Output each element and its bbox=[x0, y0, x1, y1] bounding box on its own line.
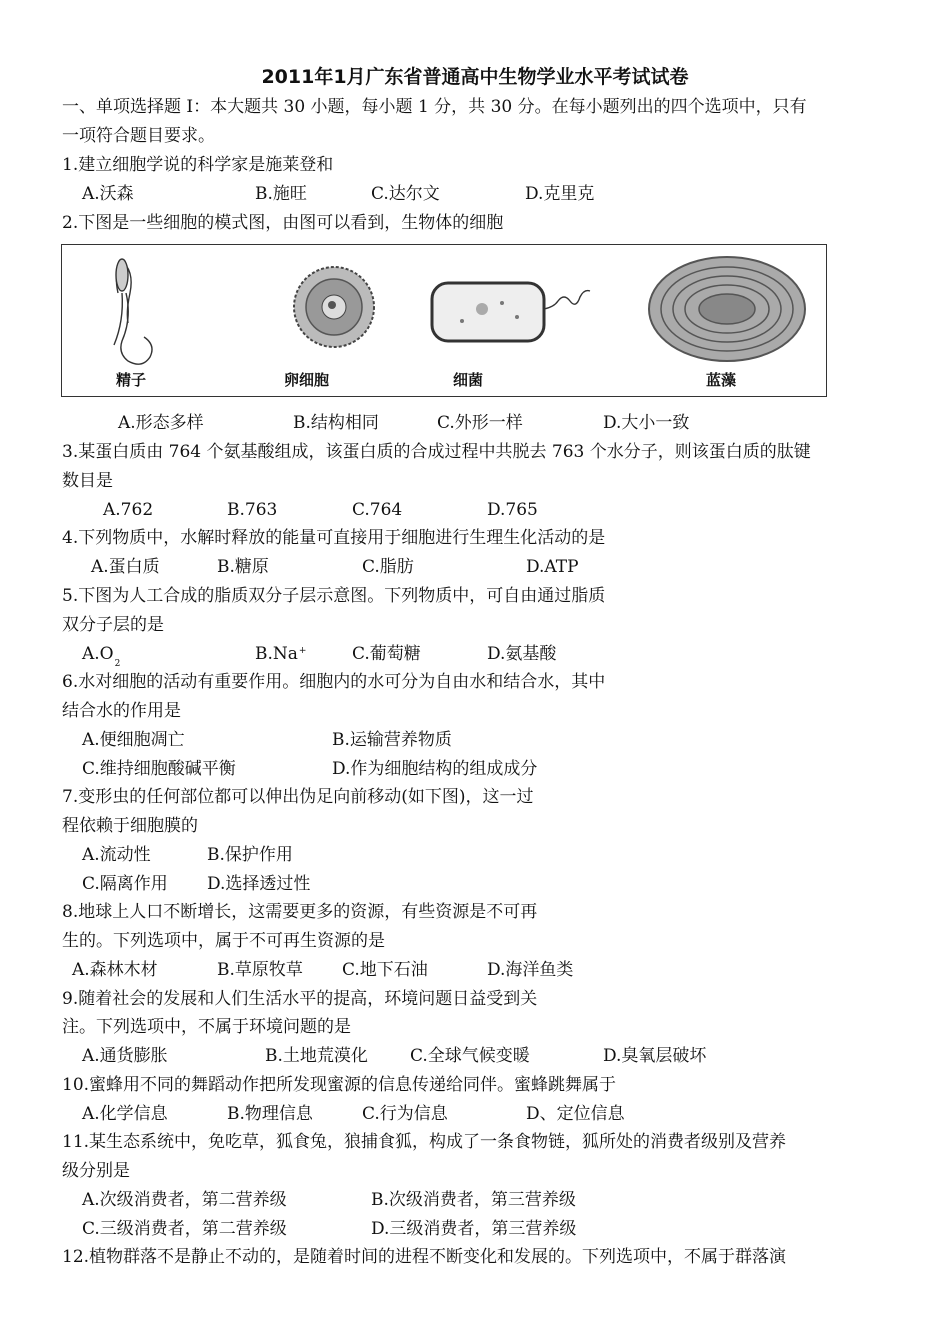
question-3-option-a: A.762 bbox=[103, 500, 154, 520]
question-4-stem: 4.下列物质中，水解时释放的能量可直接用于细胞进行生理生化活动的是 bbox=[62, 528, 606, 548]
caption-bacterium: 细菌 bbox=[453, 371, 484, 389]
question-9-stem-line1: 9.随着社会的发展和人们生活水平的提高，环境问题日益受到关 bbox=[62, 989, 538, 1009]
question-10-option-d: D、定位信息 bbox=[526, 1104, 625, 1124]
question-8-stem-line2: 生的。下列选项中，属于不可再生资源的是 bbox=[62, 931, 385, 951]
question-3-option-b: B.763 bbox=[227, 500, 278, 520]
question-6-option-c: C.维持细胞酸碱平衡 bbox=[82, 759, 236, 779]
question-8-option-b: B.草原牧草 bbox=[217, 960, 303, 980]
question-5-option-b: B.Na+ bbox=[255, 644, 307, 664]
question-4-option-a: A.蛋白质 bbox=[91, 557, 160, 577]
question-1-option-a: A.沃森 bbox=[82, 184, 134, 204]
question-9-option-a: A.通货膨胀 bbox=[82, 1046, 168, 1066]
question-2-option-c: C.外形一样 bbox=[437, 413, 523, 433]
question-7-stem-line1: 7.变形虫的任何部位都可以伸出伪足向前移动(如下图)，这一过 bbox=[62, 787, 534, 807]
question-10-option-b: B.物理信息 bbox=[227, 1104, 313, 1124]
question-2-option-d: D.大小一致 bbox=[603, 413, 690, 433]
page-title: 2011年1月广东省普通高中生物学业水平考试试卷 bbox=[261, 66, 689, 88]
question-11-stem-line2: 级分别是 bbox=[62, 1161, 130, 1181]
question-3-option-c: C.764 bbox=[352, 500, 403, 520]
question-9-option-b: B.土地荒漠化 bbox=[265, 1046, 368, 1066]
caption-egg-cell: 卵细胞 bbox=[284, 371, 330, 389]
question-2-option-b: B.结构相同 bbox=[293, 413, 379, 433]
question-11-stem-line1: 11.某生态系统中，免吃草，狐食兔，狼捕食狐，构成了一条食物链，狐所处的消费者级别及营养 bbox=[62, 1132, 787, 1152]
question-9-option-d: D.臭氧层破坏 bbox=[603, 1046, 707, 1066]
question-8-option-d: D.海洋鱼类 bbox=[487, 960, 574, 980]
question-9-option-c: C.全球气候变暖 bbox=[410, 1046, 530, 1066]
question-1-stem: 1.建立细胞学说的科学家是施莱登和 bbox=[62, 155, 334, 175]
question-7-option-a: A.流动性 bbox=[82, 845, 151, 865]
section-instruction-line2: 一项符合题目要求。 bbox=[62, 126, 215, 146]
question-5-option-a: $A.O_2$ bbox=[82, 644, 121, 669]
question-8-option-c: C.地下石油 bbox=[342, 960, 428, 980]
question-1-option-b: B.施旺 bbox=[255, 184, 307, 204]
question-10-stem: 10.蜜蜂用不同的舞蹈动作把所发现蜜源的信息传递给同伴。蜜蜂跳舞属于 bbox=[62, 1075, 617, 1095]
bacterium-drawing bbox=[432, 283, 590, 341]
question-6-option-d: D.作为细胞结构的组成成分 bbox=[332, 759, 538, 779]
caption-blue-algae: 蓝藻 bbox=[706, 371, 737, 389]
question-5-stem-line2: 双分子层的是 bbox=[62, 615, 164, 635]
question-11-option-b: B.次级消费者，第三营养级 bbox=[371, 1190, 576, 1210]
question-11-option-d: D.三级消费者，第三营养级 bbox=[371, 1219, 577, 1239]
question-3-option-d: D.765 bbox=[487, 500, 538, 520]
cell-figure bbox=[61, 244, 827, 397]
question-6-option-b: B.运输营养物质 bbox=[332, 730, 452, 750]
question-12-stem: 12.植物群落不是静止不动的，是随着时间的进程不断变化和发展的。下列选项中，不属于群落演 bbox=[62, 1247, 787, 1267]
question-3-stem-line2: 数目是 bbox=[62, 471, 113, 491]
sperm-drawing bbox=[114, 259, 152, 364]
question-2-option-a: A.形态多样 bbox=[118, 413, 204, 433]
question-2-stem: 2.下图是一些细胞的模式图，由图可以看到，生物体的细胞 bbox=[62, 213, 504, 233]
question-5-option-c: C.葡萄糖 bbox=[352, 644, 421, 664]
question-5-option-d: D.氨基酸 bbox=[487, 644, 557, 664]
question-8-stem-line1: 8.地球上人口不断增长，这需要更多的资源，有些资源是不可再 bbox=[62, 902, 538, 922]
question-5-stem-line1: 5.下图为人工合成的脂质双分子层示意图。下列物质中，可自由通过脂质 bbox=[62, 586, 606, 606]
question-3-stem-line1: 3.某蛋白质由 764 个氨基酸组成，该蛋白质的合成过程中共脱去 763 个水分子，则该蛋白质的肽键 bbox=[62, 442, 811, 462]
egg-cell-drawing bbox=[294, 267, 374, 347]
section-instruction-line1: 一、单项选择题 I：本大题共 30 小题，每小题 1 分，共 30 分。在每小题列出的四个选项中，只有 bbox=[62, 97, 807, 117]
question-4-option-c: C.脂肪 bbox=[362, 557, 414, 577]
caption-sperm: 精子 bbox=[116, 371, 147, 389]
question-10-option-a: A.化学信息 bbox=[82, 1104, 168, 1124]
question-6-stem-line2: 结合水的作用是 bbox=[62, 701, 181, 721]
question-6-stem-line1: 6.水对细胞的活动有重要作用。细胞内的水可分为自由水和结合水，其中 bbox=[62, 672, 606, 692]
question-10-option-c: C.行为信息 bbox=[362, 1104, 448, 1124]
question-7-option-d: D.选择透过性 bbox=[207, 874, 311, 894]
question-9-stem-line2: 注。下列选项中，不属于环境问题的是 bbox=[62, 1017, 351, 1037]
question-7-option-b: B.保护作用 bbox=[207, 845, 293, 865]
question-11-option-c: C.三级消费者，第二营养级 bbox=[82, 1219, 287, 1239]
question-1-option-d: D.克里克 bbox=[525, 184, 595, 204]
question-7-stem-line2: 程依赖于细胞膜的 bbox=[62, 816, 198, 836]
question-11-option-a: A.次级消费者，第二营养级 bbox=[82, 1190, 287, 1210]
question-4-option-d: D.ATP bbox=[526, 557, 579, 577]
question-8-option-a: A.森林木材 bbox=[72, 960, 158, 980]
question-7-option-c: C.隔离作用 bbox=[82, 874, 168, 894]
question-4-option-b: B.糖原 bbox=[217, 557, 269, 577]
blue-algae-drawing bbox=[649, 257, 805, 361]
question-1-option-c: C.达尔文 bbox=[371, 184, 440, 204]
question-6-option-a: A.便细胞凋亡 bbox=[82, 730, 185, 750]
